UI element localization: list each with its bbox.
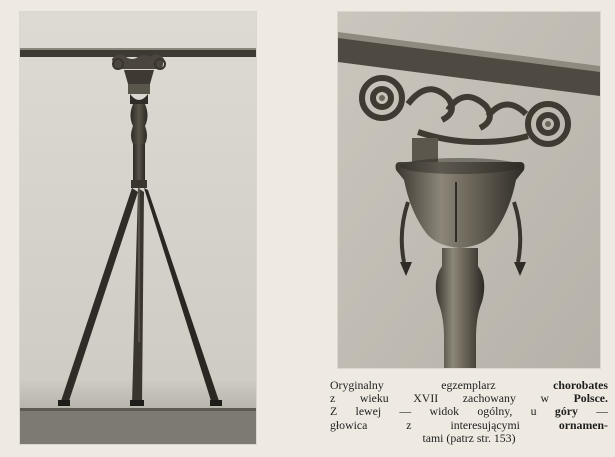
- caption-bold-term: chorobates: [553, 378, 608, 392]
- caption-text: Oryginalny egzemplarz: [330, 378, 554, 392]
- caption-bold-term: Polsce.: [573, 391, 608, 406]
- caption-text: tami (patrz str. 153): [422, 430, 516, 445]
- caption-text: głowica z interesującymi: [330, 417, 559, 432]
- caption-line-5: [330, 432, 608, 445]
- caption-bold-term: ornamen-: [558, 417, 608, 432]
- caption-text: —: [577, 404, 608, 419]
- caption-text: z wieku XVII zachowany w: [330, 391, 574, 406]
- tripod-illustration: [20, 12, 256, 444]
- caption-text: Z lewej — widok ogólny, u: [330, 404, 555, 419]
- photo-chorobates-head-closeup: [338, 12, 600, 368]
- photo-caption: [330, 379, 608, 445]
- ornamental-head-illustration: [338, 12, 600, 368]
- photo-chorobates-overall-view: [20, 12, 256, 444]
- caption-bold-term: góry: [554, 404, 578, 419]
